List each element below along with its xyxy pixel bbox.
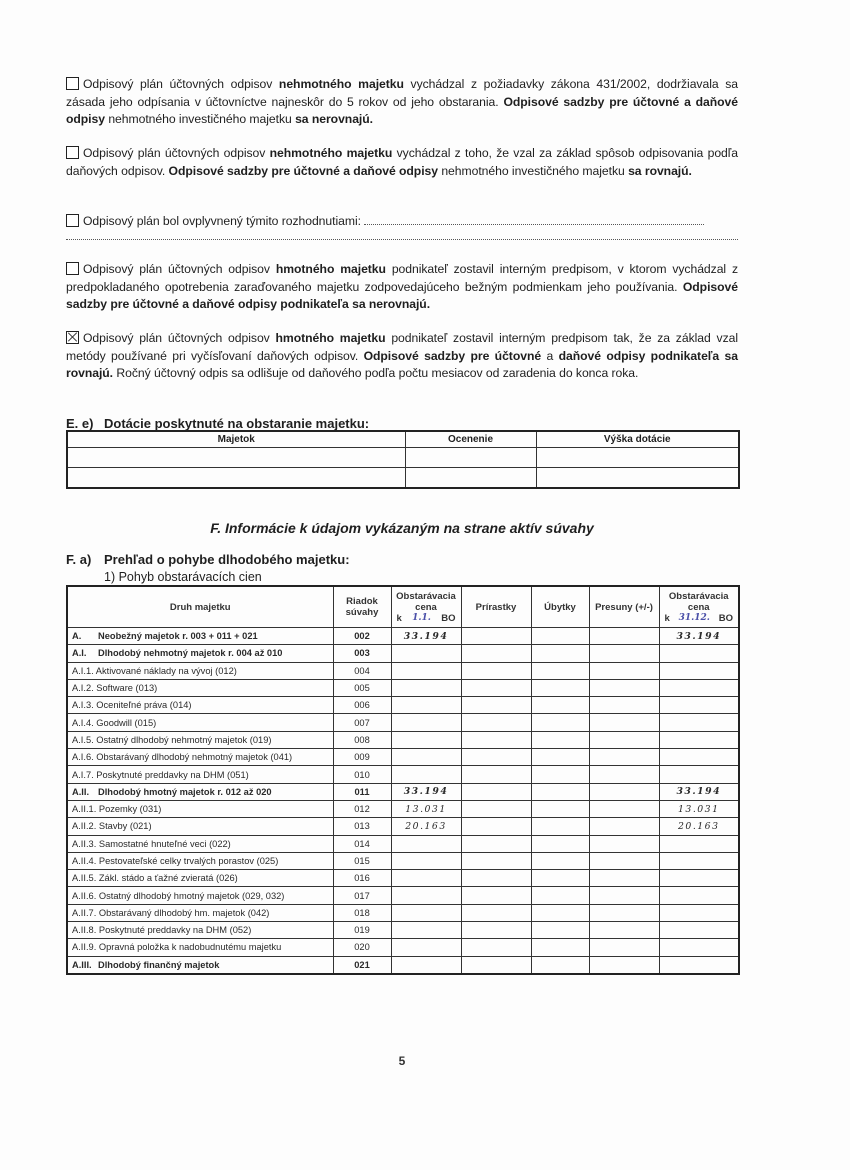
text: a [541, 348, 559, 363]
cell-cost-start[interactable] [391, 904, 461, 921]
cell-cost-end[interactable] [659, 904, 739, 921]
row-label: A.II.1. Pozemky (031) [67, 800, 333, 817]
row-line-number: 020 [333, 939, 391, 956]
paragraph-tangible-nerovnaju [66, 261, 738, 314]
cell-transfers[interactable] [589, 697, 659, 714]
header-start-date-handwritten: 1.1. [412, 612, 431, 623]
cell-cost-start[interactable] [391, 731, 461, 748]
cell-cost-start[interactable] [391, 645, 461, 662]
decisions-input-line-1[interactable] [364, 214, 704, 225]
row-label [67, 783, 333, 800]
table-row [67, 818, 739, 835]
header-ubytky: Úbytky [531, 586, 589, 628]
row-line-number: 015 [333, 852, 391, 869]
row-label: A.I.1. Aktivované náklady na vývoj (012) [67, 662, 333, 679]
checkbox-1[interactable] [66, 77, 79, 90]
header-bo: BO [718, 612, 733, 624]
cell-cost-end[interactable]: 33.194 [659, 628, 739, 645]
bold-text: Odpisové sadzby pre účtovné [363, 348, 542, 363]
table-row [67, 956, 739, 974]
cell-transfers[interactable] [589, 749, 659, 766]
table-row [67, 645, 739, 662]
subsidy-cell[interactable] [405, 468, 536, 489]
subsidy-row [67, 468, 739, 489]
cell-cost-start[interactable] [391, 835, 461, 852]
cell-cost-start[interactable] [391, 870, 461, 887]
cell-transfers[interactable] [589, 800, 659, 817]
table-row [67, 697, 739, 714]
header-prirastky: Prírastky [461, 586, 531, 628]
row-label: A.I.2. Software (013) [67, 679, 333, 696]
cell-transfers[interactable] [589, 628, 659, 645]
subsidy-cell[interactable] [67, 448, 405, 468]
section-e-title: Dotácie poskytnuté na obstaranie majetku: [104, 416, 370, 431]
cell-disposals[interactable] [531, 852, 589, 869]
row-label [67, 628, 333, 645]
row-line-number: 004 [333, 662, 391, 679]
row-line-number: 012 [333, 800, 391, 817]
cell-additions[interactable] [461, 679, 531, 696]
subsidy-cell[interactable] [536, 448, 739, 468]
cell-additions[interactable] [461, 887, 531, 904]
row-line-number: 009 [333, 749, 391, 766]
row-line-number: 008 [333, 731, 391, 748]
checkbox-2[interactable] [66, 146, 79, 159]
bold-text: hmotného majetku [275, 262, 386, 276]
row-label: A.I.7. Poskytnuté preddavky na DHM (051) [67, 766, 333, 783]
col-majetok: Majetok [67, 431, 405, 448]
subsidy-table-header [67, 431, 739, 448]
cell-additions[interactable] [461, 870, 531, 887]
cell-disposals[interactable] [531, 714, 589, 731]
decisions-input-line-2[interactable] [66, 237, 738, 240]
text: Odpisový plán účtovných odpisov [83, 146, 270, 160]
asset-table-body [67, 628, 739, 974]
cell-transfers[interactable] [589, 870, 659, 887]
cell-cost-start[interactable] [391, 922, 461, 939]
row-line-number: 018 [333, 904, 391, 921]
subsidy-row [67, 448, 739, 468]
row-label: A.II.4. Pestovateľské celky trvalých porastov (025) [67, 852, 333, 869]
cell-cost-start[interactable] [391, 679, 461, 696]
header-obstaravacia-cena-start [391, 586, 461, 628]
cell-cost-start[interactable] [391, 939, 461, 956]
cell-additions[interactable] [461, 645, 531, 662]
subsidy-cell[interactable] [536, 468, 739, 489]
row-line-number: 010 [333, 766, 391, 783]
cell-disposals[interactable] [531, 887, 589, 904]
row-name: Dlhodobý nehmotný majetok r. 004 až 010 [98, 648, 283, 659]
header-k: k [664, 612, 670, 624]
cell-transfers[interactable] [589, 835, 659, 852]
cell-additions[interactable] [461, 628, 531, 645]
table-row [67, 628, 739, 645]
bold-text: Odpisové sadzby pre účtovné a daňové odpisy [66, 94, 738, 126]
cell-cost-start[interactable] [391, 887, 461, 904]
text: Ročný účtovný odpis sa odlišuje od daňového podľa počtu mesiacov od zaradenia do konca roka. [113, 366, 639, 380]
row-line-number: 013 [333, 818, 391, 835]
header-druh-majetku: Druh majetku [67, 586, 333, 628]
text: podnikateľ zostavil interným predpisom, v ktorom vychádzal z predpokladaného opotrebenia zaraďovaného majetku zodpovedajúceho bežným podmienkam jeho používania. [66, 262, 739, 294]
row-line-number: 016 [333, 870, 391, 887]
header-obst-end-label: Obstarávacia cena [668, 590, 729, 613]
section-fa-title: Prehľad o pohybe dlhodobého majetku: [104, 552, 350, 567]
cell-disposals[interactable] [531, 731, 589, 748]
paragraph-text [66, 262, 738, 311]
header-k: k [396, 612, 402, 624]
cell-additions[interactable] [461, 835, 531, 852]
cell-disposals[interactable] [531, 679, 589, 696]
cell-disposals[interactable] [531, 870, 589, 887]
cell-additions[interactable] [461, 783, 531, 800]
cell-cost-end[interactable] [659, 766, 739, 783]
text: Odpisový plán účtovných odpisov [83, 77, 279, 91]
table-row [67, 904, 739, 921]
cell-cost-end[interactable] [659, 645, 739, 662]
bold-text: sa nerovnajú. [295, 112, 373, 126]
cell-disposals[interactable] [531, 628, 589, 645]
cell-cost-end[interactable]: 20.163 [659, 818, 739, 835]
row-line-number: 003 [333, 645, 391, 662]
row-label: A.I.4. Goodwill (015) [67, 714, 333, 731]
header-bo: BO [441, 612, 456, 624]
cell-cost-start[interactable] [391, 714, 461, 731]
checkbox-4[interactable] [66, 262, 79, 275]
text: Odpisový plán účtovných odpisov [83, 331, 276, 345]
cell-additions[interactable] [461, 852, 531, 869]
row-label: A.II.7. Obstarávaný dlhodobý hm. majetok (042) [67, 904, 333, 921]
table-row [67, 922, 739, 939]
row-name: Dlhodobý hmotný majetok r. 012 až 020 [98, 786, 272, 797]
table-row [67, 870, 739, 887]
header-riadok-suvahy: Riadok súvahy [333, 586, 391, 628]
text: nehmotného investičného majetku [437, 163, 629, 178]
row-code: A.II. [72, 786, 90, 797]
subsidy-cell[interactable] [67, 468, 405, 489]
section-fa-label: F. a) [66, 552, 92, 567]
section-e-heading [66, 416, 369, 431]
cell-disposals[interactable] [531, 749, 589, 766]
table-row [67, 939, 739, 956]
cell-transfers[interactable] [589, 783, 659, 800]
cell-cost-start[interactable]: 33.194 [391, 628, 461, 645]
row-label: A.I.6. Obstarávaný dlhodobý nehmotný majetok (041) [67, 749, 333, 766]
cell-cost-start[interactable] [391, 766, 461, 783]
bold-text: Odpisové sadzby pre účtovné a daňové odpisy [168, 163, 438, 178]
table-row [67, 679, 739, 696]
row-label: A.II.6. Ostatný dlhodobý hmotný majetok (029, 032) [67, 887, 333, 904]
cell-cost-end[interactable] [659, 852, 739, 869]
section-e-label: E. e) [66, 416, 94, 431]
header-obstaravacia-cena-end [659, 586, 739, 628]
cell-cost-start[interactable]: 13.031 [391, 800, 461, 817]
table-row [67, 766, 739, 783]
paragraph-text [66, 146, 738, 178]
table-row [67, 731, 739, 748]
cell-disposals[interactable] [531, 939, 589, 956]
header-end-date-handwritten: 31.12. [678, 612, 710, 623]
row-code: A.I. [72, 648, 87, 659]
row-line-number: 014 [333, 835, 391, 852]
subsidy-table [66, 430, 740, 489]
asset-movement-table [66, 585, 740, 975]
row-label: A.II.5. Zákl. stádo a ťažné zvieratá (026) [67, 870, 333, 887]
paragraph-intangible-rovnaju [66, 145, 738, 180]
cell-cost-start[interactable] [391, 662, 461, 679]
cell-cost-end[interactable] [659, 731, 739, 748]
cell-additions[interactable] [461, 922, 531, 939]
cell-additions[interactable] [461, 749, 531, 766]
cell-cost-end[interactable]: 13.031 [659, 800, 739, 817]
cell-transfers[interactable] [589, 904, 659, 921]
paragraph-decisions [66, 213, 738, 231]
text: podnikateľ zostavil interným predpisom tak, že za základ vzal metódy používané pri vyčísľovaní daňových odpisov. [66, 331, 739, 363]
cell-disposals[interactable] [531, 818, 589, 835]
header-presuny: Presuny (+/-) [589, 586, 659, 628]
cell-cost-end[interactable] [659, 956, 739, 974]
cell-cost-start[interactable]: 20.163 [391, 818, 461, 835]
cell-additions[interactable] [461, 956, 531, 974]
cell-transfers[interactable] [589, 956, 659, 974]
table-row [67, 887, 739, 904]
table-row [67, 800, 739, 817]
cell-cost-end[interactable] [659, 835, 739, 852]
row-label: A.I.5. Ostatný dlhodobý nehmotný majetok (019) [67, 731, 333, 748]
cell-additions[interactable] [461, 800, 531, 817]
cell-cost-start[interactable] [391, 749, 461, 766]
paragraph-text [66, 331, 738, 380]
cell-transfers[interactable] [589, 679, 659, 696]
cell-transfers[interactable] [589, 818, 659, 835]
cell-cost-end[interactable] [659, 714, 739, 731]
col-vyska-dotacie: Výška dotácie [536, 431, 739, 448]
cell-cost-end[interactable] [659, 662, 739, 679]
cell-additions[interactable] [461, 714, 531, 731]
cell-disposals[interactable] [531, 783, 589, 800]
table-row [67, 714, 739, 731]
row-line-number: 002 [333, 628, 391, 645]
cell-transfers[interactable] [589, 662, 659, 679]
row-label: A.I.3. Oceniteľné práva (014) [67, 697, 333, 714]
paragraph-text [66, 77, 738, 126]
checkbox-3[interactable] [66, 214, 79, 227]
header-obst-end-date-row [662, 613, 737, 624]
cell-transfers[interactable] [589, 922, 659, 939]
bold-text: nehmotného majetku [269, 146, 393, 160]
checkbox-5-checked[interactable] [66, 331, 79, 344]
cell-additions[interactable] [461, 904, 531, 921]
cell-disposals[interactable] [531, 904, 589, 921]
row-label: A.II.9. Opravná položka k nadobudnutému majetku [67, 939, 333, 956]
row-line-number: 006 [333, 697, 391, 714]
cell-cost-start[interactable] [391, 852, 461, 869]
paragraph-intangible-nerovnaju [66, 76, 738, 129]
cell-transfers[interactable] [589, 939, 659, 956]
cell-cost-end[interactable] [659, 679, 739, 696]
text: Odpisový plán účtovných odpisov [83, 262, 276, 276]
cell-cost-end[interactable] [659, 922, 739, 939]
cell-additions[interactable] [461, 731, 531, 748]
row-label: A.II.8. Poskytnuté preddavky na DHM (052) [67, 922, 333, 939]
cell-transfers[interactable] [589, 852, 659, 869]
col-ocenenie: Ocenenie [405, 431, 536, 448]
table-row [67, 662, 739, 679]
bold-text: hmotného majetku [275, 331, 386, 345]
row-name: Neobežný majetok r. 003 + 011 + 021 [98, 631, 258, 642]
header-obst-start-date-row [394, 613, 459, 624]
cell-transfers[interactable] [589, 714, 659, 731]
cell-cost-start[interactable]: 33.194 [391, 783, 461, 800]
text: vychádzal z požiadavky zákona 431/2002, dodržiavala sa zásada jeho odpísania v účtovníctve najneskôr do 5 rokov od jeho obstarania. [66, 77, 739, 109]
asset-table-header [67, 586, 739, 628]
cell-cost-end[interactable] [659, 939, 739, 956]
cell-disposals[interactable] [531, 835, 589, 852]
row-line-number: 021 [333, 956, 391, 974]
cell-additions[interactable] [461, 939, 531, 956]
cell-additions[interactable] [461, 766, 531, 783]
cell-disposals[interactable] [531, 766, 589, 783]
cell-disposals[interactable] [531, 922, 589, 939]
section-f-title: F. Informácie k údajom vykázaným na strane aktív súvahy [210, 520, 594, 536]
decisions-label: Odpisový plán bol ovplyvnený týmito rozhodnutiami: [83, 214, 361, 228]
cell-cost-end[interactable]: 33.194 [659, 783, 739, 800]
cell-cost-end[interactable] [659, 697, 739, 714]
section-fa-subtitle: 1) Pohyb obstarávacích cien [104, 570, 262, 584]
cell-disposals[interactable] [531, 662, 589, 679]
cell-transfers[interactable] [589, 731, 659, 748]
cell-disposals[interactable] [531, 697, 589, 714]
paragraph-tangible-rovnaju [66, 330, 738, 383]
subsidy-cell[interactable] [405, 448, 536, 468]
section-fa-heading [66, 552, 350, 567]
cell-disposals[interactable] [531, 645, 589, 662]
header-obst-start-label: Obstarávacia cena [396, 590, 456, 613]
bold-text: nehmotného majetku [278, 77, 404, 91]
page-number: 5 [398, 1054, 406, 1068]
cell-additions[interactable] [461, 697, 531, 714]
row-label: A.II.2. Stavby (021) [67, 818, 333, 835]
row-label [67, 645, 333, 662]
bold-text: sa rovnajú. [628, 163, 692, 178]
table-row [67, 749, 739, 766]
text: vychádzal z toho, že vzal za základ spôsob odpisovania podľa daňových odpisov. [66, 146, 739, 178]
row-code: A.III. [72, 959, 92, 970]
bold-text: daňové odpisy podnikateľa sa rovnajú. [66, 348, 739, 380]
row-line-number: 011 [333, 783, 391, 800]
cell-cost-end[interactable] [659, 749, 739, 766]
cell-cost-start[interactable] [391, 697, 461, 714]
table-row [67, 852, 739, 869]
cell-additions[interactable] [461, 662, 531, 679]
cell-transfers[interactable] [589, 887, 659, 904]
cell-disposals[interactable] [531, 800, 589, 817]
table-row [67, 835, 739, 852]
row-label: A.II.3. Samostatné hnuteľné veci (022) [67, 835, 333, 852]
cell-additions[interactable] [461, 818, 531, 835]
row-label [67, 956, 333, 974]
text: nehmotného investičného majetku [104, 112, 296, 126]
cell-transfers[interactable] [589, 766, 659, 783]
row-line-number: 017 [333, 887, 391, 904]
bold-text: Odpisové sadzby pre účtovné a daňové odpisy podnikateľa sa nerovnajú. [66, 279, 738, 311]
cell-transfers[interactable] [589, 645, 659, 662]
row-line-number: 005 [333, 679, 391, 696]
row-line-number: 019 [333, 922, 391, 939]
cell-cost-end[interactable] [659, 870, 739, 887]
row-line-number: 007 [333, 714, 391, 731]
cell-cost-end[interactable] [659, 887, 739, 904]
cell-disposals[interactable] [531, 956, 589, 974]
cell-cost-start[interactable] [391, 956, 461, 974]
row-name: Dlhodobý finančný majetok [98, 959, 220, 970]
table-row [67, 783, 739, 800]
row-code: A. [72, 631, 82, 642]
